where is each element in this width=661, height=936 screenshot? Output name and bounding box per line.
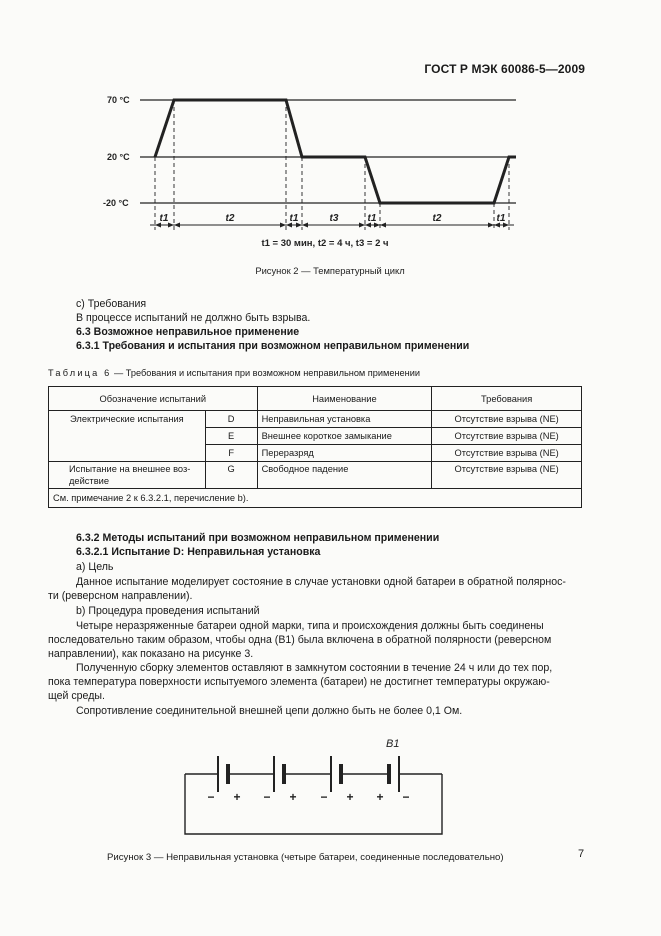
interval-label: t1 (159, 213, 169, 224)
paragraph-line: ти (реверсном направлении). (48, 590, 193, 603)
table-row (49, 462, 582, 489)
table6-caption-label: Таблица 6 (48, 368, 112, 378)
y-label-70: 70 °C (107, 95, 130, 105)
paragraph-assembly (48, 661, 584, 704)
paragraph-purpose (48, 575, 584, 603)
paragraph-line: щей среды. (48, 690, 105, 703)
group-cell-external: Испытание на внешнее воз-действие (49, 462, 206, 489)
test-code-cell: G (205, 462, 257, 489)
interval-label: t2 (432, 213, 442, 224)
circuit-wire-outer (185, 774, 442, 834)
figure2-caption: Рисунок 2 — Температурный цикл (255, 265, 405, 276)
section-6-3-2-1-heading: 6.3.2.1 Испытание D: Неправильная установка (76, 546, 321, 558)
requirement-cell: Отсутствие взрыва (NE) (432, 428, 582, 445)
requirement-cell: Отсутствие взрыва (NE) (432, 462, 582, 489)
table-header-row (49, 387, 582, 411)
paragraph-line: Данное испытание моделирует состояние в случае установки одной батареи в обратной полярнос- (76, 576, 566, 588)
temperature-profile-line (155, 100, 516, 203)
requirement-cell: Отсутствие взрыва (NE) (432, 411, 582, 428)
polarity-sign: − (263, 790, 271, 804)
table-note-cell: См. примечание 2 к 6.3.2.1, перечисление b). (49, 489, 582, 508)
item-a-goal: а) Цель (76, 561, 114, 573)
paragraph-line: направлении), как показано на рисунке 3. (48, 648, 254, 661)
interval-label: t1 (496, 213, 506, 224)
table-row (49, 411, 582, 428)
section-6-3-heading: 6.3 Возможное неправильное применение (76, 326, 300, 338)
paragraph-line: Полученную сборку элементов оставляют в замкнутом состоянии в течение 24 ч или до тех пор, (76, 662, 553, 674)
test-name-cell: Свободное падение (257, 462, 432, 489)
paragraph-line: Четыре неразряженные батареи одной марки, типа и происхождения должны быть соединены (76, 620, 544, 632)
table-note-row (49, 489, 582, 508)
paragraph-procedure (48, 619, 584, 662)
table-header-cell: Обозначение испытаний (49, 387, 258, 411)
test-code-cell: E (205, 428, 257, 445)
group-cell-electrical: Электрические испытания (49, 411, 206, 462)
interval-dividers (155, 100, 509, 230)
paragraph-resistance: Сопротивление соединительной внешней цепи должно быть не более 0,1 Ом. (76, 705, 463, 717)
table6-caption-text: — Требования и испытания при возможном неправильном применении (111, 368, 420, 378)
table-header-cell: Наименование (257, 387, 432, 411)
table6-caption (48, 368, 420, 378)
paragraph-line: пока температура поверхности испытуемого элемента (батареи) не достигнет температуры окружаю- (48, 676, 550, 689)
test-name-cell: Переразряд (257, 445, 432, 462)
section-6-3-1-heading: 6.3.1 Требования и испытания при возможном неправильном применении (76, 340, 470, 352)
item-c-requirements: с) Требования (76, 298, 147, 310)
table-6 (48, 386, 582, 508)
polarity-sign: − (320, 790, 328, 804)
polarity-sign: + (376, 790, 384, 804)
interval-formula: t1 = 30 мин, t2 = 4 ч, t3 = 2 ч (261, 238, 389, 249)
polarity-sign: − (402, 790, 410, 804)
test-code-cell: D (205, 411, 257, 428)
y-label-20: 20 °C (107, 152, 130, 162)
y-label-minus20: -20 °C (103, 198, 129, 208)
polarity-sign: + (346, 790, 354, 804)
polarity-sign: + (233, 790, 241, 804)
figure3-caption: Рисунок 3 — Неправильная установка (четыре батареи, соединенные последовательно) (107, 852, 504, 863)
interval-label: t2 (225, 213, 235, 224)
interval-label: t1 (367, 213, 377, 224)
polarity-sign: + (289, 790, 297, 804)
requirement-cell: Отсутствие взрыва (NE) (432, 445, 582, 462)
section-6-3-2-heading: 6.3.2 Методы испытаний при возможном неправильном применении (76, 532, 440, 544)
page-number: 7 (578, 848, 585, 860)
test-name-cell: Внешнее короткое замыкание (257, 428, 432, 445)
paragraph-no-explosion: В процессе испытаний не должно быть взрыва. (76, 312, 311, 324)
document-header: ГОСТ Р МЭК 60086-5—2009 (424, 62, 585, 76)
polarity-sign: − (207, 790, 215, 804)
table-header-cell: Требования (432, 387, 582, 411)
test-name-cell: Неправильная установка (257, 411, 432, 428)
interval-label: t1 (289, 213, 299, 224)
battery-b1-label: В1 (386, 738, 400, 750)
battery-circuit-figure (0, 730, 661, 870)
test-code-cell: F (205, 445, 257, 462)
temperature-cycle-figure (0, 0, 661, 280)
paragraph-line: последовательно таким образом, чтобы одна (В1) была включена в обратной полярности (реверсном (48, 634, 552, 647)
interval-label: t3 (329, 213, 339, 224)
item-b-procedure: b) Процедура проведения испытаний (76, 605, 260, 617)
